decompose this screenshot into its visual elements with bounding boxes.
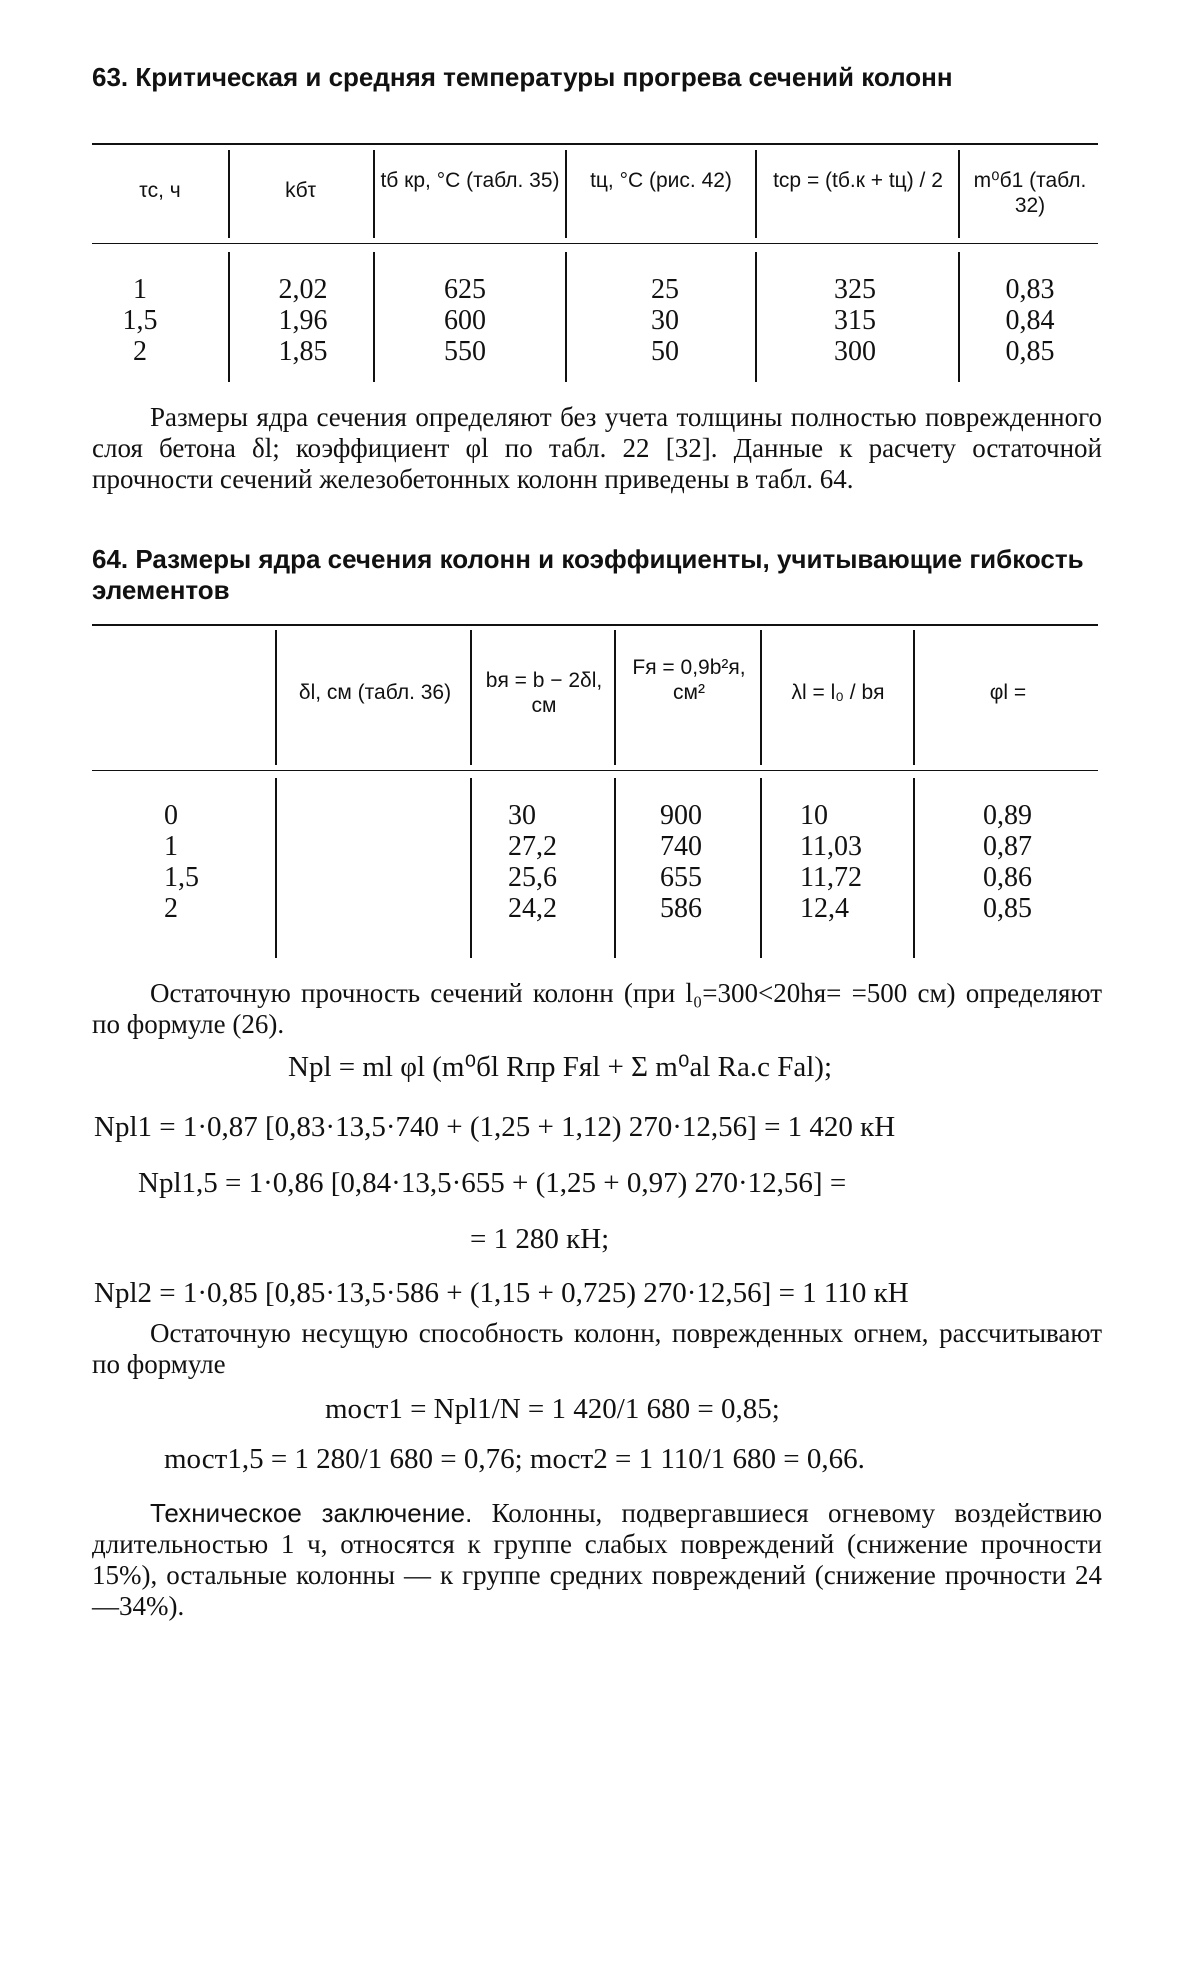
table-cell: 0,83 <box>1005 274 1055 305</box>
table-64-header: bя = b − 2δl, см <box>485 669 603 717</box>
table-cell: 24,2 <box>508 893 557 924</box>
table-cell: 2,02 <box>278 274 328 305</box>
table-63-column <box>600 274 730 367</box>
formula-m-ost-others: mост1,5 = 1 280/1 680 = 0,76; mост2 = 1 110/1 680 = 0,66. <box>164 1443 865 1475</box>
table-cell: 655 <box>660 862 702 893</box>
table-cell: 740 <box>660 831 702 862</box>
table-cell: 11,03 <box>800 831 862 862</box>
technical-conclusion <box>92 1498 1102 1622</box>
table-63-vline <box>373 252 375 382</box>
table-63-vline <box>958 252 960 382</box>
table-cell: 0 <box>164 800 178 831</box>
table-cell: 900 <box>660 800 702 831</box>
table-64-vline <box>470 778 472 958</box>
table-cell: 0,84 <box>1005 305 1055 336</box>
table-63-header: τс, ч <box>139 179 181 202</box>
table-cell: 10 <box>800 800 828 831</box>
table-64-header: Fя = 0,9b²я, см² <box>632 656 746 704</box>
table-63-header: kбτ <box>285 179 316 202</box>
table-cell: 1,5 <box>122 305 158 336</box>
table-64-column <box>983 800 1083 924</box>
table-63-column <box>790 274 920 367</box>
table-cell: 1 <box>164 831 178 862</box>
table-cell: 27,2 <box>508 831 557 862</box>
table-64-vline <box>913 778 915 958</box>
table-64-vline <box>275 778 277 958</box>
table-63-vline <box>755 150 757 238</box>
table-cell: 0,85 <box>983 893 1032 924</box>
table-63-vline <box>373 150 375 238</box>
table-cell: 12,4 <box>800 893 849 924</box>
formula-npl15: Npl1,5 = 1·0,86 [0,84·13,5·655 + (1,25 + 0,97) 270·12,56] = <box>138 1167 847 1199</box>
table-cell: 50 <box>651 336 679 367</box>
table-63-vline <box>565 150 567 238</box>
table-cell: 11,72 <box>800 862 862 893</box>
table-64-header: λl = l₀ / bя <box>791 681 885 704</box>
table-cell: 300 <box>834 336 876 367</box>
table-cell: 30 <box>651 305 679 336</box>
table-63-vline <box>755 252 757 382</box>
table-64-vline <box>760 630 762 765</box>
table-64-caption: 64. Размеры ядра сечения колонн и коэффициенты, учитывающие гибкость элементов <box>92 544 1084 605</box>
table-63-column <box>100 274 180 367</box>
table-cell: 2 <box>133 336 147 367</box>
table-cell: 30 <box>508 800 536 831</box>
table-64-top-rule <box>92 624 1098 626</box>
table-63-top-rule <box>92 143 1098 145</box>
table-64-header: δl, см (табл. 36) <box>298 681 452 704</box>
table-cell: 25,6 <box>508 862 557 893</box>
table-63-column <box>975 274 1085 367</box>
table-cell: 0,85 <box>1005 336 1055 367</box>
table-63-header-rule <box>92 243 1098 244</box>
table-cell: 2 <box>164 893 178 924</box>
table-64-vline <box>614 778 616 958</box>
table-64-vline <box>275 630 277 765</box>
formula-npl2: Npl2 = 1·0,85 [0,85·13,5·586 + (1,15 + 0,725) 270·12,56] = 1 110 кН <box>94 1277 909 1309</box>
table-64-header: φl = <box>989 681 1027 704</box>
table-cell: 600 <box>444 305 486 336</box>
table-63-vline <box>958 150 960 238</box>
table-64-vline <box>760 778 762 958</box>
table-63-column <box>248 274 358 367</box>
formula-m-ost1: mост1 = Npl1/N = 1 420/1 680 = 0,85; <box>325 1393 780 1425</box>
table-cell: 25 <box>651 274 679 305</box>
table-63-vline <box>565 252 567 382</box>
table-64-vline <box>614 630 616 765</box>
table-63-header: tц, °С (рис. 42) <box>590 169 732 192</box>
table-64-header-rule <box>92 770 1098 771</box>
table-64-column <box>164 800 244 924</box>
table-cell: 325 <box>834 274 876 305</box>
formula-npl1: Npl1 = 1·0,87 [0,83·13,5·740 + (1,25 + 1,12) 270·12,56] = 1 420 кН <box>94 1111 896 1143</box>
table-64-column <box>800 800 900 924</box>
conclusion-label: Техническое заключение. <box>150 1498 473 1528</box>
table-63-header: tср = (tб.к + tц) / 2 <box>773 169 943 192</box>
table-64-vline <box>913 630 915 765</box>
formula-general: Npl = ml φl (m⁰бl Rпр Fяl + Σ m⁰аl Rа.с Fаl); <box>288 1051 833 1083</box>
paragraph-core-dimensions: Размеры ядра сечения определяют без учета толщины полностью поврежденного слоя бетона δl; коэффициент φl по табл. 22 [32]. Данные к расчету остаточной прочности сечений железобетонных колонн приведены в табл. 64. <box>92 402 1102 494</box>
table-cell: 1,96 <box>278 305 328 336</box>
table-cell: 1 <box>133 274 147 305</box>
table-63-header: tб кр, °С (табл. 35) <box>380 169 560 192</box>
table-cell: 0,87 <box>983 831 1032 862</box>
table-cell: 586 <box>660 893 702 924</box>
paragraph-bearing-capacity: Остаточную несущую способность колонн, поврежденных огнем, рассчитывают по формуле <box>92 1318 1102 1379</box>
table-cell: 1,85 <box>278 336 328 367</box>
table-cell: 1,5 <box>164 862 199 893</box>
conclusion-text: Колонны, подвергавшиеся огневому воздействию длительностью 1 ч, относятся к группе слабых повреждений (снижение прочности 15%), остальные колонны — к группе средних повреждений (снижение прочности 24—34%). <box>92 1498 1102 1621</box>
table-cell: 0,89 <box>983 800 1032 831</box>
paragraph-residual-strength: Остаточную прочность сечений колонн (при l₀=300<20hя= =500 см) определяют по формуле (26). <box>92 978 1102 1039</box>
table-cell: 0,86 <box>983 862 1032 893</box>
table-cell: 315 <box>834 305 876 336</box>
table-63-header: m⁰б1 (табл. 32) <box>973 169 1087 217</box>
table-64-vline <box>470 630 472 765</box>
table-63-vline <box>228 252 230 382</box>
table-63-caption: 63. Критическая и средняя температуры прогрева сечений колонн <box>92 62 953 92</box>
formula-npl15-result: = 1 280 кН; <box>470 1223 610 1255</box>
table-64-column <box>508 800 598 924</box>
table-63-column <box>400 274 530 367</box>
table-cell: 550 <box>444 336 486 367</box>
table-64-column <box>660 800 750 924</box>
table-cell: 625 <box>444 274 486 305</box>
